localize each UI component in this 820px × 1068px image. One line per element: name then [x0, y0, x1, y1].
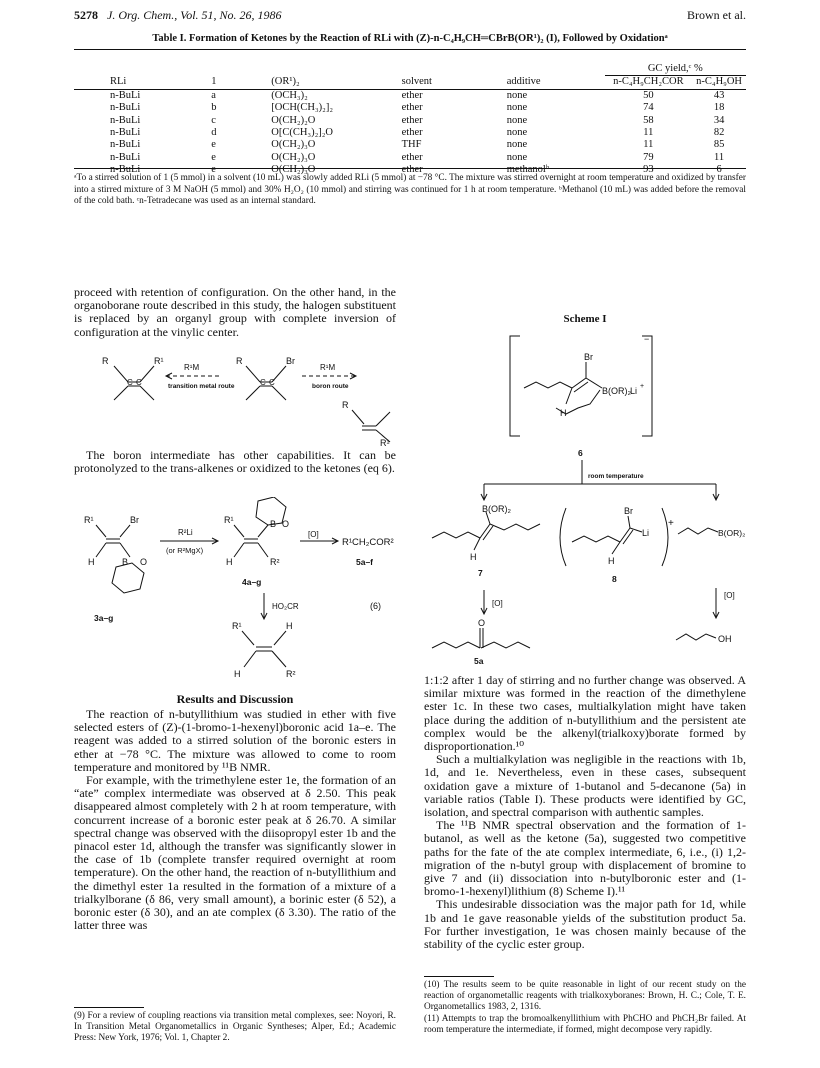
table-cell: 18: [713, 102, 725, 114]
atom-label: H: [470, 552, 477, 562]
double-bond: [623, 530, 633, 544]
paragraph: For example, with the trimethylene ester 1e, the formation of an “ate” complex intermediate was observed at δ 2.50. This peak disappeared almost completely with 2 h at room temperature, with concurrent increase of a boronic ester peak at δ 26.70. A similar spectral change was observed with the diisopropyl ester 1b and the pinacol ester 1d, although the transfer was significantly slower in the case of 1b (complete transfer required overnight at room temperature). On the other hand, the reaction of n-butyllithium and the dimethyl ester 1a resulted in the formation of a mixture of a trialkylborane (δ 86, very small amount), a borinic ester (δ 52), a boronic ester (δ 30), and an ate complex (δ 3.30). The ratio of the latter three was: [74, 773, 396, 933]
col-header: solvent: [398, 76, 503, 89]
journal-citation: J. Org. Chem., Vol. 51, No. 26, 1986: [107, 8, 282, 22]
table-cell: none: [506, 151, 528, 163]
bond: [612, 542, 620, 554]
alkyl-chain: [524, 382, 572, 388]
table-cell: O(CH₂)₂O: [271, 114, 316, 126]
footnote-rule: [74, 1007, 144, 1008]
paragraph: 1:1:2 after 1 day of stirring and no further change was observed. A similar mixture was formed in the reaction of the dimethylene ester 1c. In these two cases, multialkylation might have taken place during the addition of n-butyllithium and the persistent ate complex would be the alkenyl(trialkoxy)borate formed by disproportionation.¹⁰: [424, 673, 746, 754]
table-caption: Table I. Formation of Ketones by the Reaction of RLi with (Z)-n-C₄H₉CH═CBrB(OR¹)₂ (I), Followed by Oxidationᵃ: [152, 33, 668, 44]
reagent-label: R¹M: [184, 363, 200, 372]
substituent-label: R: [342, 400, 349, 410]
running-authors: Brown et al.: [687, 8, 746, 22]
table-cell: b: [211, 102, 217, 114]
table-cell: O[C(CH₃)₂]₂O: [271, 127, 333, 139]
butyl-chain: [678, 528, 718, 534]
ketone-chain: [432, 642, 480, 648]
bond: [242, 631, 254, 645]
footnote-9: (9) For a review of coupling reactions via transition metal complexes, see: Noyori, R. In Transition Metal Organometallics in Organic Syntheses; Alper, Ed.; Academic Press: New York, 1976; Vol. 1, Chapter 2.: [74, 1011, 396, 1044]
boronate-label: B(OR)₂: [602, 386, 631, 396]
substituent-label: Br: [130, 515, 139, 525]
atom-label: B: [270, 519, 277, 529]
paragraph: The boron intermediate has other capabilities. It can be protonolyzed to the trans-alkenes or oxidized to the ketones (eq 6).: [74, 448, 396, 476]
table-cell: 58: [643, 114, 654, 126]
table-cell: O(CH₂)₃O: [271, 151, 316, 163]
substituent-label: R: [236, 356, 243, 366]
atom-label: Li: [642, 528, 650, 538]
paren: [662, 508, 668, 566]
charge-label: +: [640, 383, 645, 390]
table-cell: n-BuLi: [110, 102, 141, 114]
table-cell: e: [211, 151, 216, 163]
section-heading: Results and Discussion: [176, 692, 294, 706]
compound-label: 3a–g: [94, 613, 114, 623]
atom-label: C: [269, 378, 275, 387]
bond: [234, 543, 244, 557]
col-header: RLi: [74, 76, 207, 89]
substituent-label: R¹: [84, 515, 94, 525]
double-bond: [572, 378, 586, 388]
atom-label: H: [226, 557, 233, 567]
scheme-title: Scheme I: [563, 313, 607, 325]
col-header: (OR¹)₂: [267, 76, 397, 89]
table-cell: none: [506, 114, 528, 126]
table-cell: 50: [643, 89, 654, 101]
table-group-header-row: [74, 63, 746, 76]
table-cell: 85: [713, 139, 725, 151]
left-text-block-1: [74, 286, 396, 339]
bond: [376, 412, 390, 426]
bond: [234, 525, 244, 537]
table-cell: n-BuLi: [110, 139, 141, 151]
compound-label: 5a: [474, 656, 484, 666]
boronate-label: B(OR)₂: [482, 504, 511, 514]
table-top-rule: [74, 49, 746, 50]
paragraph: proceed with retention of configuration. On the other hand, in the organoborane route described in this study, the halogen substituent is replaced by an organyl group with complete inversion of configuration at the vinylic center.: [74, 285, 396, 339]
table-row: [74, 89, 746, 102]
table-cell: e: [211, 139, 216, 151]
bond: [246, 386, 260, 400]
table-cell: n-BuLi: [110, 151, 141, 163]
double-bond: [574, 382, 588, 392]
col-header: n-C₄H₉OH: [692, 76, 746, 89]
gc-yield-header: GC yield,ᶜ %: [605, 63, 746, 76]
equation-number: (6): [370, 601, 381, 611]
table-row: [74, 115, 746, 127]
table-cell: none: [506, 127, 528, 139]
bond: [140, 366, 154, 382]
substituent-label: R: [102, 356, 109, 366]
bond: [244, 651, 256, 667]
table-cell: 82: [713, 127, 725, 139]
route-label: transition metal route: [168, 383, 235, 390]
reagent-label: [O]: [724, 591, 735, 600]
bond: [140, 386, 154, 400]
reagent-label: [O]: [492, 599, 503, 608]
bond: [274, 631, 286, 645]
ketone-chain: [481, 642, 530, 648]
atom-label: H: [560, 408, 567, 418]
atom-label: O: [282, 519, 290, 529]
paragraph: The reaction of n-butyllithium was studied in ether with five selected esters of (Z)-(1-bromo-1-hexenyl)boronic acid 1a–e. The reagent was added to a stirred solution of the boronic esters in ether at −78 °C. The mixture was allowed to come to room temperature and monitored by ¹¹B NMR.: [74, 707, 396, 774]
table-cell: [OCH(CH₃)₂]₂: [271, 102, 333, 114]
footnote-11: (11) Attempts to trap the bromoalkenyllithium with PhCHO and PhCH₂Br failed. At room temperature the intermediate, if formed, might decompose very rapidly.: [424, 1014, 746, 1036]
reagent-label: R²Li: [178, 528, 193, 537]
compound-label: 8: [612, 574, 617, 584]
table-cell: 11: [643, 127, 654, 139]
col-header: 1: [207, 76, 267, 89]
dioxaborinane-ring: [112, 563, 144, 593]
table-cell: a: [211, 89, 216, 101]
table-row: [74, 152, 746, 164]
paragraph: Such a multialkylation was negligible in the reactions with 1b, 1d, and 1e. Nevertheless, even in these cases, subsequent oxidation gave a mixture of 1-butanol and 5-decanone (5a) in variable ratios (Table I). These products were identified by GC, isolation, and spectral comparison with authentic samples.: [424, 752, 746, 820]
table-cell: n-BuLi: [110, 114, 141, 126]
reagent-label: R¹M: [320, 363, 336, 372]
substituent-label: R¹: [380, 438, 390, 448]
compound-label: 6: [578, 448, 583, 458]
table-cell: n-BuLi: [110, 164, 141, 176]
table-cell: (OCH₃)₂: [271, 89, 308, 101]
page-number: 5278: [74, 8, 98, 22]
paragraph: The ¹¹B NMR spectral observation and the formation of 1-butanol, as well as the ketone (5a), suggested two competitive paths for the fate of the ate complex intermediate, 6, i.e., (i) 1,2-migration of the n-butyl group with displacement of bromine to give 7 and (ii) dissociation into n-butylboronic ester and (1-bromo-1-hexenyl)lithium (8) Scheme I).¹¹: [424, 818, 746, 899]
table-cell: ether: [401, 151, 423, 163]
reagent-label: (or R²MgX): [166, 546, 204, 555]
table-cell: ether: [401, 127, 423, 139]
bond: [272, 651, 286, 667]
atom-label: Br: [624, 506, 633, 516]
table-cell: ether: [401, 114, 423, 126]
table-cell: none: [506, 102, 528, 114]
atom-label: H: [286, 621, 293, 631]
table-cell: 43: [713, 89, 725, 101]
table-cell: THF: [401, 139, 422, 151]
plus-sign: +: [668, 518, 674, 529]
substituent-label: R¹: [224, 515, 234, 525]
footnote-10: (10) The results seem to be quite reasonable in light of our recent study on the reaction of organometallic reagents with trialkoxyboranes: Brown, H. C.; Cole, T. E. Organometallics 1983, 2, 1316.: [424, 980, 746, 1013]
bond: [96, 543, 106, 557]
footnote-rule: [424, 976, 494, 977]
running-header: [74, 8, 746, 24]
compound-label: 5a–f: [356, 557, 374, 567]
substituent-label: Br: [286, 356, 295, 366]
bond: [114, 366, 128, 382]
route-label: boron route: [312, 383, 349, 390]
col-header: additive: [503, 76, 605, 89]
substituent-label: R²: [270, 557, 280, 567]
table-cell: ether: [401, 164, 423, 176]
table-cell: O(CH₂)₃O: [271, 164, 316, 176]
substituent-label: R¹: [232, 621, 242, 631]
product-formula: R¹CH₂COR²: [342, 537, 394, 548]
table-row: [74, 102, 746, 114]
bracket: [510, 336, 520, 436]
configuration-routes-figure: [74, 338, 396, 448]
table-cell: 93: [643, 164, 654, 176]
bond: [258, 543, 268, 557]
reagent-label: HO₂CR: [272, 602, 299, 611]
atom-label: OH: [718, 634, 732, 644]
table-row: [74, 127, 746, 139]
bond: [246, 366, 260, 382]
condition-label: room temperature: [588, 473, 644, 480]
atom-label: C: [260, 378, 266, 387]
atom-label: Li: [630, 386, 638, 396]
bond: [96, 525, 106, 537]
paragraph: This undesirable dissociation was the major path for 1d, while 1b and 1e gave reasonable yields of the substitution product 5a. For further investigation, 1e was chosen mainly because of the stability of the cyclic ester group.: [424, 897, 746, 952]
table-cell: e: [211, 164, 216, 176]
paren: [560, 508, 566, 566]
table-cell: O(CH₂)₃O: [271, 139, 316, 151]
alkyl-chain: [432, 532, 480, 538]
table-cell: none: [506, 89, 528, 101]
bond: [120, 525, 130, 537]
table-cell: n-BuLi: [110, 89, 141, 101]
atom-label: C: [127, 378, 133, 387]
left-text-block-2: [74, 449, 396, 475]
table-cell: 79: [643, 151, 654, 163]
substituent-label: R²: [286, 669, 296, 679]
right-text-block: [424, 674, 746, 951]
table-cell: ether: [401, 102, 423, 114]
double-bond: [483, 526, 493, 540]
butanol-chain: [676, 634, 716, 640]
compound-label: 4a–g: [242, 577, 262, 587]
bond: [586, 378, 602, 388]
table-row: [74, 139, 746, 151]
bond: [114, 386, 128, 400]
bond: [272, 386, 286, 400]
atom-label: H: [608, 556, 615, 566]
atom-label: O: [140, 557, 148, 567]
table-cell: methanolᵇ: [506, 164, 550, 176]
atom-label: O: [478, 618, 486, 628]
bond: [566, 388, 572, 404]
bond: [628, 516, 630, 528]
results-table: [74, 63, 746, 177]
table-cell: 74: [643, 102, 654, 114]
double-bond: [480, 524, 490, 538]
compound-label: 7: [478, 568, 483, 578]
atom-label: Br: [584, 352, 593, 362]
atom-label: B: [122, 557, 129, 567]
atom-label: H: [234, 669, 241, 679]
table-bottom-rule: [74, 168, 746, 169]
atom-label: C: [136, 378, 142, 387]
butyl-chain: [490, 524, 540, 530]
left-text-block-3: [74, 708, 396, 932]
bond: [474, 538, 480, 550]
scheme-1-figure: [424, 328, 746, 588]
table-cell: 6: [716, 164, 722, 176]
col-header: n-C₄H₉CH₂COR: [605, 76, 693, 89]
bond: [120, 543, 130, 557]
table-cell: d: [211, 127, 217, 139]
table-cell: 34: [713, 114, 725, 126]
table-cell: ether: [401, 89, 423, 101]
alkyl-chain: [572, 536, 620, 542]
atom-label: H: [88, 557, 95, 567]
bond: [352, 410, 364, 424]
table-cell: none: [506, 139, 528, 151]
table-header-row: [74, 76, 746, 89]
scheme-1-oxidation-figure: [424, 588, 746, 668]
reagent-label: [O]: [308, 530, 319, 539]
double-bond: [620, 528, 630, 542]
table-cell: n-BuLi: [110, 127, 141, 139]
table-cell: c: [211, 114, 216, 126]
equation-6-figure: [74, 497, 396, 687]
boronate-label: B(OR)₂: [718, 528, 746, 538]
table-cell: 11: [643, 139, 654, 151]
table-footnotes: ᵃTo a stirred solution of 1 (5 mmol) in a solvent (10 mL) was slowly added RLi (5 mmol) at −78 °C. The mixture was stirred overnight at room temperature and oxidized by transfer into a stirred mixture of 3 M NaOH (5 mmol) and 30% H₂O₂ (10 mmol) and stirring was continued for 1 h at room temperature. ᵇMethanol (10 mL) was added before the removal of the cold bath. ᶜn-Tetradecane was used as an internal standard.: [74, 173, 746, 207]
bond: [258, 525, 268, 537]
substituent-label: R¹: [154, 356, 164, 366]
charge-label: −: [644, 334, 650, 344]
table-cell: 11: [714, 151, 725, 163]
